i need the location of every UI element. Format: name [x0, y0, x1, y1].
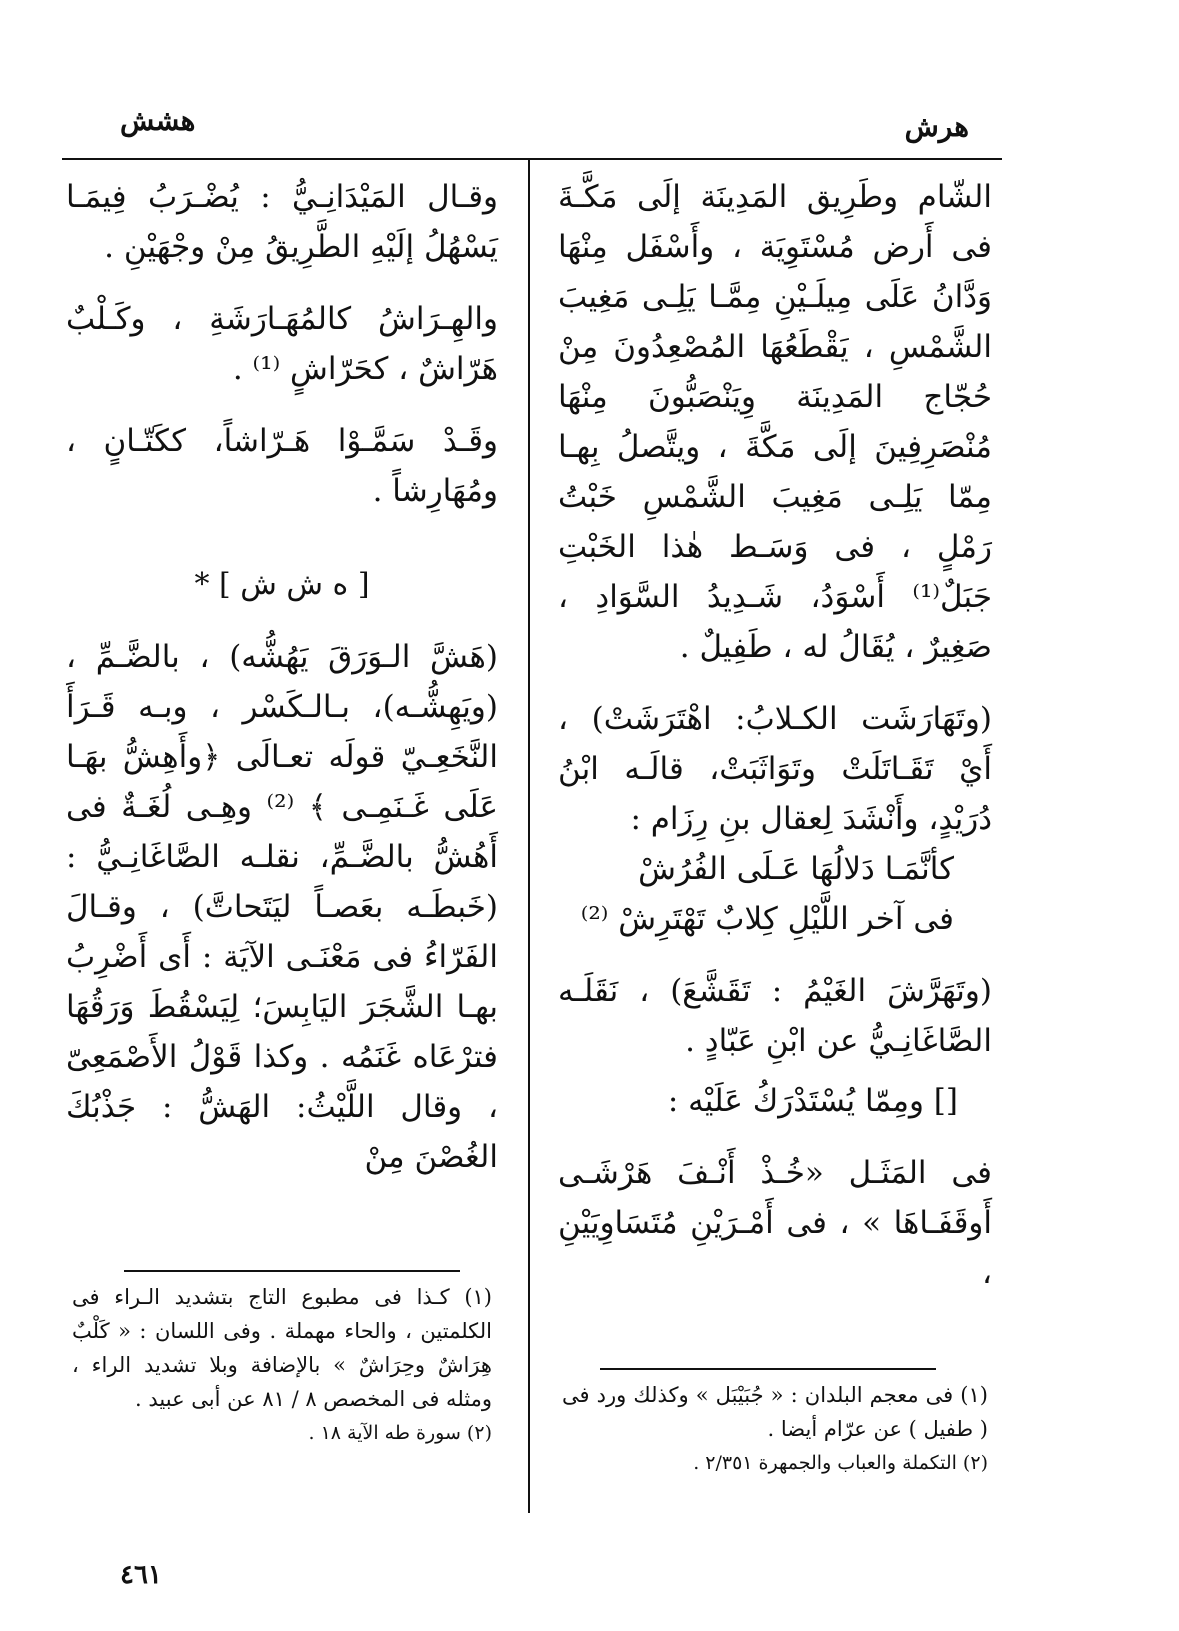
footnote: (٢) سورة طه الآية ١٨ . — [308, 1422, 492, 1444]
footnote: (١) كـذا فى مطبوع التاج بتشديد الـراء فى الكلمتين ، والحاء مهملة . وفى اللسان : « كَلْبٌ هِرَاشٌ وحِرَاشٌ » بالإضافة وبلا تشديد الراء ، ومثله فى المخصص ٨ / ٨١ عن أبى عبيد . — [72, 1285, 492, 1411]
entry-paragraph: (وتَهَرَّشَ الغَيْمُ : تَقَشَّعَ) ، نَقَلَـه الصَّاغَانِـيُّ عن ابْنِ عَبّادٍ . — [558, 973, 992, 1059]
root-heading: [ ه ش ش ] * — [194, 567, 370, 602]
entry-paragraph: والهِـرَاشُ كالمُهَـارَشَةِ ، وكَـلْبٌ هَرّاشٌ ، كحَرّاشٍ ⁽¹⁾ . — [66, 301, 498, 387]
entry-paragraph: (هَشَّ الـوَرَقَ يَهُشُّه) ، بالضَّـمِّ ، (ويَهِشُّـه)، بـالـكَسْر ، وبـه قَـرَأَ النَّخَعِـيّ قولَه تعـالَى ﴿وأَهِشُّ بهَـا عَلَى غَـنَمِـى ﴾ ⁽²⁾ وهِـى لُغَـةٌ فى أَهُشُّ بالضَّـمِّ، نقلـه الصَّاغَانِـيُّ : (خَبطَـه بعَصـاً ليَتَحاتَّ) ، وقـالَ الفَرّاءُ فى مَعْنَـى الآيَة : أَى أَضْرِبُ بهـا الشَّجَرَ اليَابِسَ؛ لِيَسْقُطَ وَرَقُهَا فترْعَاه غَنَمُه . وكذا قَوْلُ الأَصْمَعِىّ ، وقال اللَّيْثُ: الهَشُّ : جَذْبُكَ الغُصْنَ مِنْ — [66, 639, 498, 1175]
entry-paragraph: الشّام وطَرِيق المَدِينَة إلَى مَكَّـةَ فى أَرض مُسْتَوِيَة ، وأَسْفَل مِنْهَا وَدَّانُ عَلَى مِيلَـيْنِ مِمَّـا يَلِـى مَغِيبَ الشَّمْسِ ، يَقْطَعُهَا المُصْعِدُونَ مِنْ حُجّاج المَدِينَة وِيَنْصَبُّونَ مِنْهَا مُنْصَرِفِينَ إلَى مَكَّةَ ، ويتَّصلُ بِهـا مِمّا يَلِـى مَغِيبَ الشَّمْسِ خَبْتُ رَمْلٍ ، فى وَسَـط هٰذا الخَبْتِ جَبَلٌ⁽¹⁾ أَسْوَدُ، شَـدِيدُ السَّوَادِ ، صَغِيرٌ ، يُقَالُ له ، طَفِيلٌ . — [558, 179, 992, 665]
addendum-heading: [] ومِمّا يُسْتَدْرَكُ عَلَيْه : — [667, 1083, 958, 1119]
running-head-right: هرش — [904, 110, 969, 143]
footnotes-right — [562, 1378, 988, 1480]
entry-paragraph: (وتَهَارَشَت الكـلابُ: اهْتَرَشَتْ) ، أَيْ تَقَـاتَلَتْ وتَوَاثَبَتْ، قالَـه ابْنُ دُرَيْدٍ، وأَنْشَدَ لِعقال بنِ رِزَام : — [558, 701, 992, 837]
poem-verse: فى آخر اللَّيْلِ كِلابٌ تَهْتَرِشْ ⁽²⁾ — [580, 901, 954, 937]
entry-paragraph: وقَـدْ سَمَّـوْا هَـرّاشاً، ككَتّـانٍ ، ومُهَارِشاً . — [66, 423, 498, 509]
running-head-left: هشش — [120, 104, 196, 137]
page-number: ٤٦١ — [120, 1560, 162, 1590]
poem-verse: كأنَّمَـا دَلالُهَا عَـلَى الفُرُشْ — [638, 851, 954, 887]
footnote-rule-left — [124, 1270, 460, 1272]
right-column — [558, 172, 992, 1298]
column-divider — [528, 160, 530, 1513]
footnote: (٢) التكملة والعباب والجمهرة ٢/٣٥١ . — [693, 1452, 988, 1474]
footnote-rule-right — [600, 1368, 936, 1370]
header-rule — [62, 158, 1002, 160]
footnote: (١) فى معجم البلدان : « جُبَيْبَل » وكذلك ورد فى ( طفيل ) عن عرّام أيضا . — [562, 1383, 988, 1441]
footnotes-left — [72, 1280, 492, 1450]
left-column — [66, 172, 498, 1182]
entry-paragraph: فى المَثَـل «خُـذْ أَنْـفَ هَرْشَـى أَوقَفَـاهَا » ، فى أَمْـرَيْنِ مُتَسَاوِيَيْنِ ، — [558, 1155, 992, 1291]
entry-paragraph: وقـال المَيْدَانِـيُّ : يُضْـرَبُ فِيمَـا يَسْهُلُ إلَيْهِ الطَّرِيقُ مِنْ وجْهَيْنِ . — [66, 179, 498, 265]
